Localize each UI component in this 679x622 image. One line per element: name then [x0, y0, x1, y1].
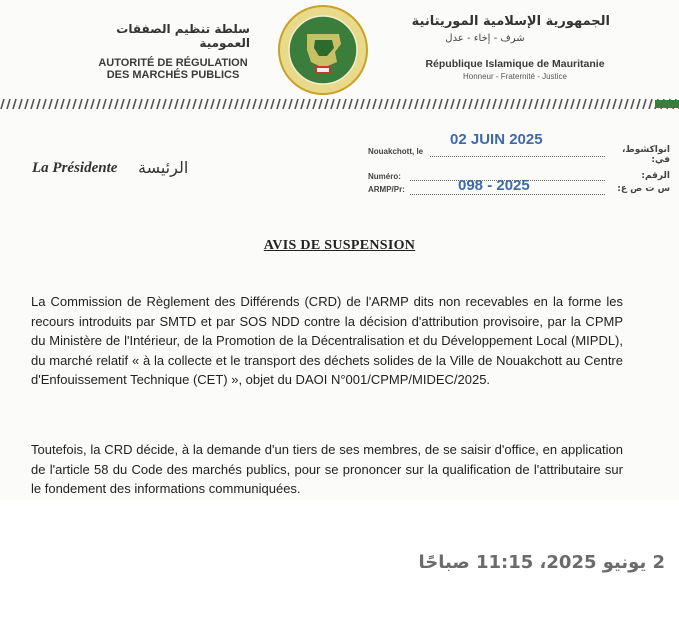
- national-seal-icon: [277, 4, 369, 96]
- post-timestamp: 2 يونيو 2025، 11:15 صباحًا: [418, 552, 665, 573]
- authority-line-1: AUTORITÉ DE RÉGULATION: [98, 57, 248, 69]
- document-title: AVIS DE SUSPENSION: [263, 238, 416, 253]
- country-name-french: République Islamique de Mauritanie: [425, 58, 605, 70]
- motto-arabic: شرف - إخاء - عدل: [445, 33, 525, 44]
- numero-label-french: Numéro:: [368, 172, 401, 181]
- header-divider: [0, 97, 679, 111]
- date-stamp: 02 JUIN 2025: [450, 131, 543, 148]
- country-name-arabic: الجمهورية الإسلامية الموريتانية: [411, 14, 610, 29]
- signatory-french: La Présidente: [32, 160, 118, 176]
- signatory-arabic: الرئيسة: [138, 158, 189, 177]
- authority-line-2: DES MARCHÉS PUBLICS: [106, 69, 240, 81]
- ref-label-arabic: س ت ص ع:: [617, 184, 670, 194]
- reference-number-stamp: 098 - 2025: [458, 177, 530, 194]
- authority-name-arabic: سلطة تنظيم الصفقات العمومية: [116, 22, 250, 50]
- ref-label-french: ARMP/Pr:: [368, 185, 405, 194]
- city-label-french: Nouakchott, le: [368, 147, 424, 156]
- city-label-arabic: انواكشوط، في:: [622, 145, 670, 165]
- paragraph-followup: Toutefois, la CRD décide, à la demande d'un tiers de ses membres, de se saisir d'office, en application de l'article 58 du Code des marchés publics, pour se prononcer sur la qualification de l'attributaire sur le fondement des informations communiquées.: [31, 442, 623, 497]
- paragraph-decision: La Commission de Règlement des Différends (CRD) de l'ARMP dits non recevables en la forme les recours introduits par SMTD et par SOS NDD contre la décision d'attribution provisoire, par la CPMP du Ministère de l'Intérieur, de la Promotion de la Décentralisation et du Développement Local (MIPDL), du marché relatif « à la collecte et le transport des déchets solides de la Ville de Nouakchott au Centre d'Enfouissement Technique (CET) », objet du DAOI N°001/CPMP/MIDEC/2025.: [31, 294, 623, 388]
- ref-dotted-line: [410, 194, 605, 195]
- motto-french: Honneur - Fraternité - Justice: [462, 72, 568, 81]
- date-dotted-line: [430, 156, 605, 157]
- numero-label-arabic: الرقم:: [641, 171, 670, 181]
- authority-name-french: [95, 57, 251, 81]
